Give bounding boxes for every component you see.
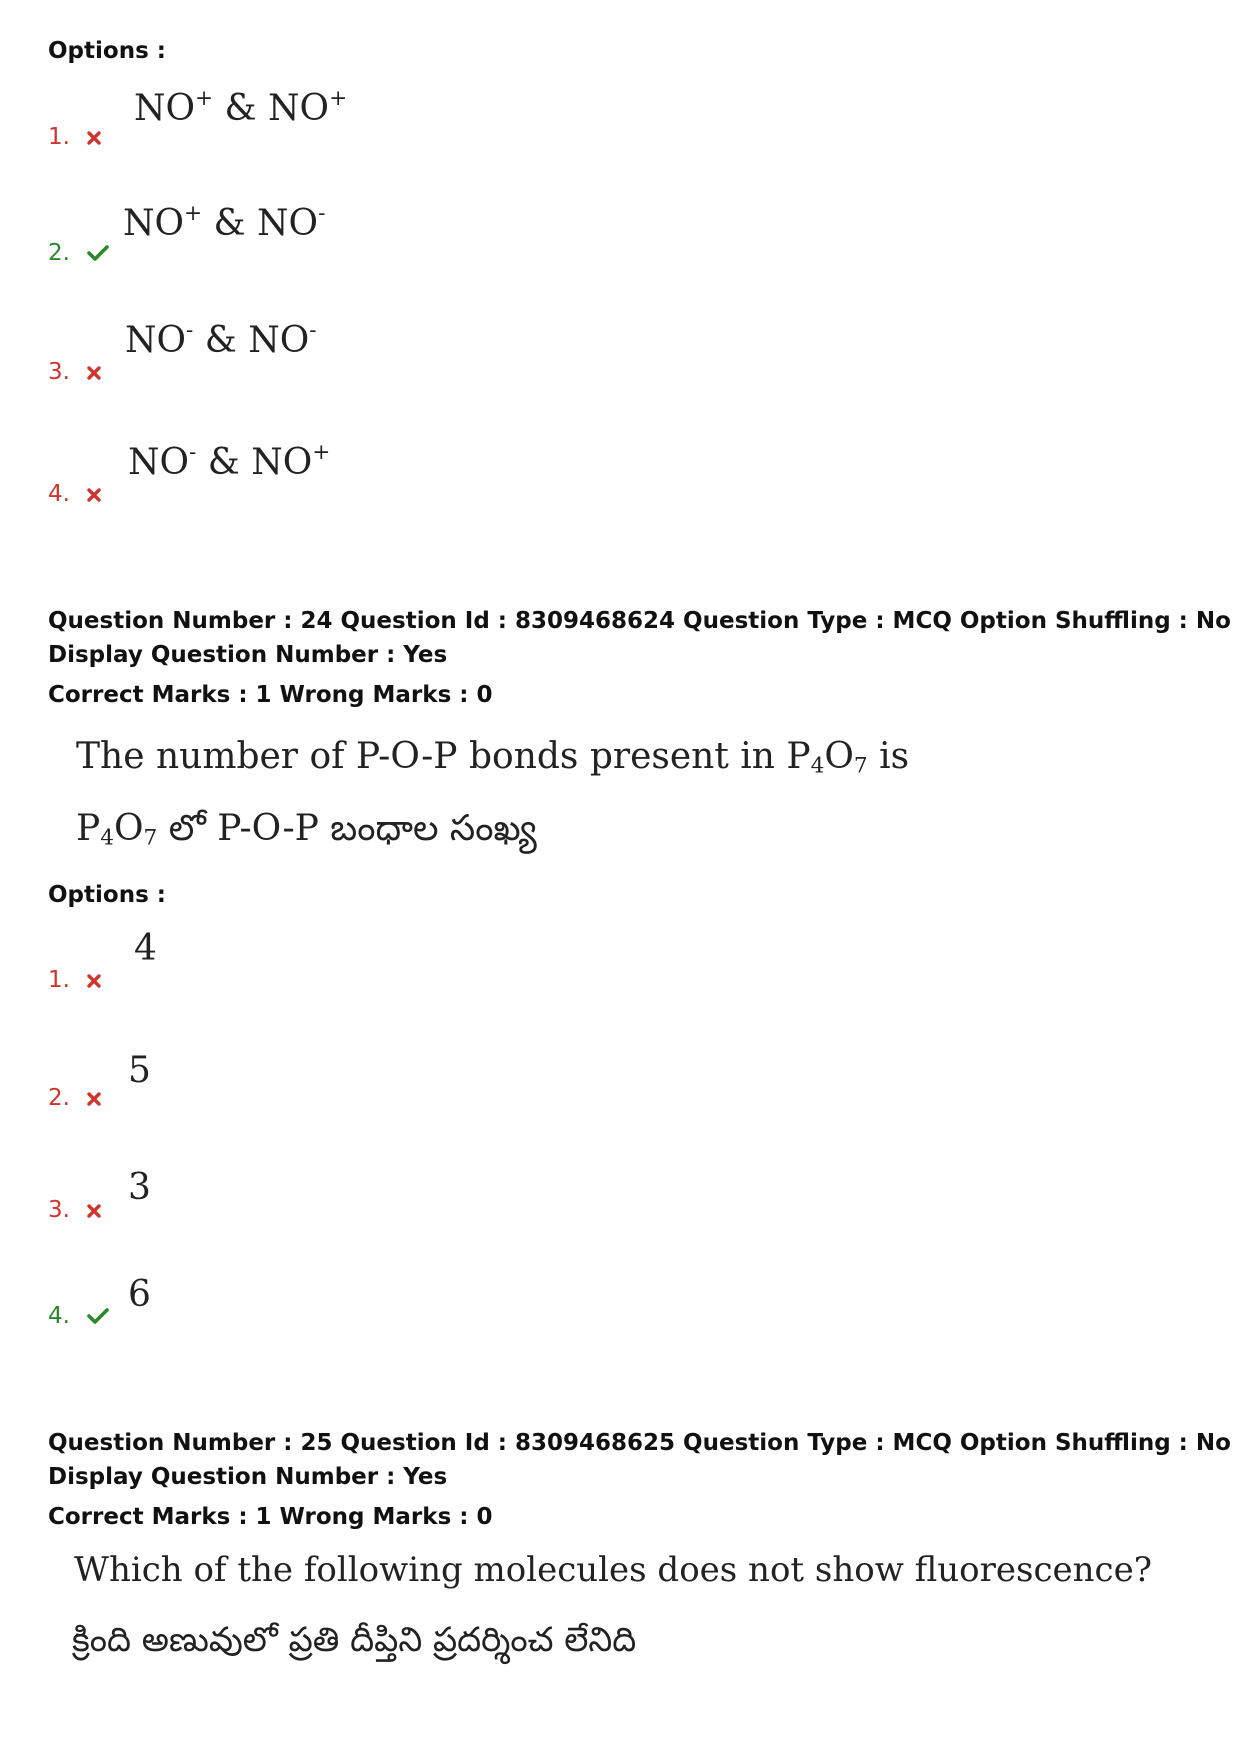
option-1	[48, 967, 101, 994]
check-icon	[87, 1304, 109, 1330]
question-24-english: The number of P-O-P bonds present in $P_4O_7$ is	[76, 736, 910, 779]
option-number: 4.	[48, 481, 70, 507]
option-3-text: NO- & NO-	[125, 317, 317, 361]
question-25-telugu: క్రింది అణువులో ప్రతి దీప్తిని ప్రదర్శించ లేనిది	[72, 1620, 637, 1660]
option-number: 2.	[48, 240, 70, 266]
option-number: 4.	[48, 1303, 70, 1329]
display-question-number: Display Question Number : Yes	[48, 1464, 448, 1490]
option-2	[48, 240, 109, 267]
option-number: 1.	[48, 124, 70, 150]
option-2-text: 5	[128, 1050, 151, 1091]
question-24-meta: Question Number : 24 Question Id : 8309468624 Question Type : MCQ Option Shuffling : No	[48, 608, 1231, 634]
cross-icon	[87, 125, 101, 151]
option-2-text: NO+ & NO-	[123, 200, 326, 244]
marks-info: Correct Marks : 1 Wrong Marks : 0	[48, 1504, 493, 1530]
marks-info: Correct Marks : 1 Wrong Marks : 0	[48, 682, 493, 708]
check-icon	[87, 241, 109, 267]
cross-icon	[87, 482, 101, 508]
option-2	[48, 1085, 101, 1112]
cross-icon	[87, 1198, 101, 1224]
cross-icon	[87, 1086, 101, 1112]
question-25-meta: Question Number : 25 Question Id : 8309468625 Question Type : MCQ Option Shuffling : No	[48, 1430, 1231, 1456]
option-number: 3.	[48, 359, 70, 385]
cross-icon	[87, 968, 101, 994]
option-3-text: 3	[128, 1167, 151, 1208]
display-question-number: Display Question Number : Yes	[48, 642, 448, 668]
option-4-text: 6	[128, 1274, 151, 1315]
question-24-telugu: $P_4O_7$ లో P-O-P బంధాల సంఖ్య	[76, 808, 537, 851]
option-1-text: NO+ & NO+	[134, 85, 348, 129]
option-3	[48, 359, 101, 386]
options-label: Options :	[48, 38, 166, 64]
option-4	[48, 1303, 109, 1330]
option-number: 3.	[48, 1197, 70, 1223]
option-4-text: NO- & NO+	[128, 439, 331, 483]
option-1-text: 4	[134, 928, 157, 969]
options-label: Options :	[48, 882, 166, 908]
option-4	[48, 481, 101, 508]
question-25-english: Which of the following molecules does not show fluorescence?	[74, 1550, 1152, 1590]
option-3	[48, 1197, 101, 1224]
option-1	[48, 124, 101, 151]
option-number: 1.	[48, 967, 70, 993]
option-number: 2.	[48, 1085, 70, 1111]
cross-icon	[87, 360, 101, 386]
